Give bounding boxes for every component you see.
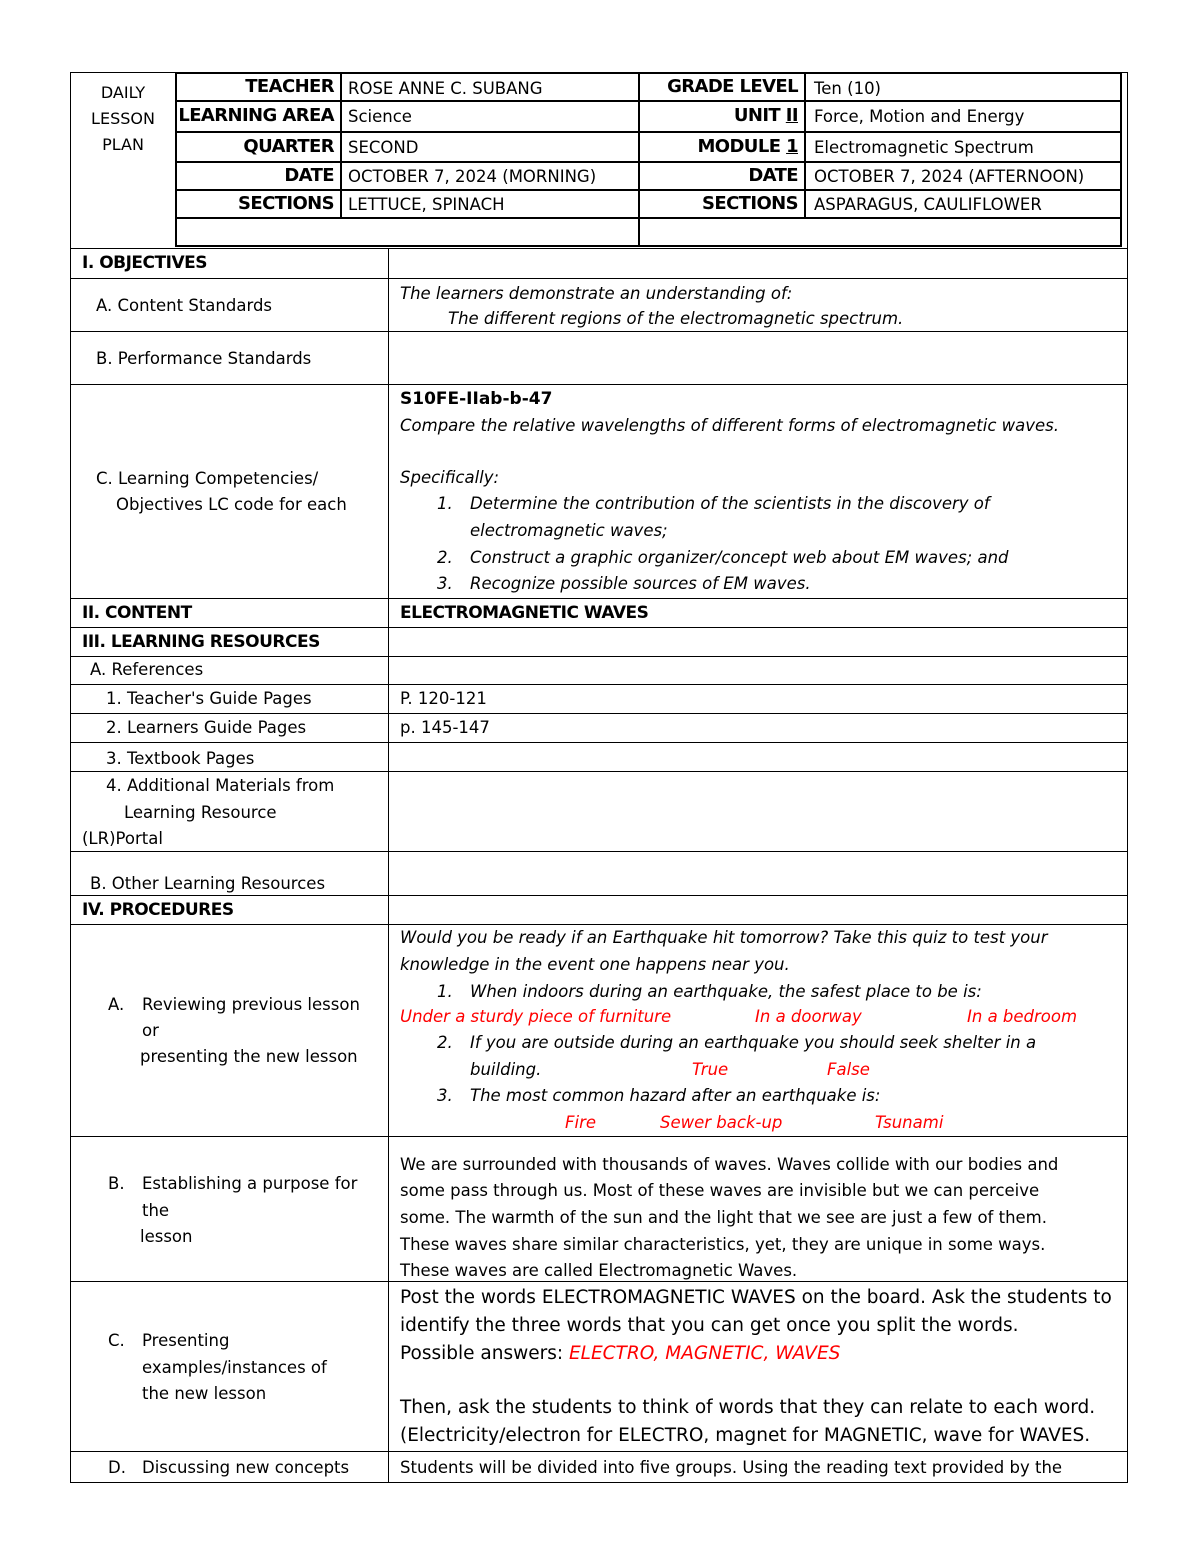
procedure-c-letter: C. <box>108 1331 125 1350</box>
header-col-rule <box>804 72 806 218</box>
row-rule <box>70 1136 1128 1137</box>
textbook-label: 3. Textbook Pages <box>106 749 255 768</box>
purpose-text-line: some pass through us. Most of these waves are invisible but we can perceive <box>400 1181 1040 1200</box>
date-morning-value: OCTOBER 7, 2024 (MORNING) <box>348 167 597 186</box>
objective-item-text-cont: electromagnetic waves; <box>470 521 668 540</box>
quiz-question-number: 2. <box>437 1033 453 1052</box>
competencies-label-line2: Objectives LC code for each <box>116 495 347 514</box>
procedure-b-letter: B. <box>108 1174 125 1193</box>
lc-code: S10FE-IIab-b-47 <box>400 389 553 409</box>
resources-heading: III. LEARNING RESOURCES <box>82 632 320 652</box>
row-rule <box>70 384 1128 385</box>
discussing-text: Students will be divided into five groups. Using the reading text provided by the <box>400 1458 1063 1477</box>
row-rule <box>70 627 1128 628</box>
learning-area-label: LEARNING AREA <box>178 105 334 126</box>
objective-item-number: 1. <box>437 494 453 513</box>
teachers-guide-value: P. 120-121 <box>400 689 487 708</box>
quiz-question-number: 3. <box>437 1086 453 1105</box>
references-label: A. References <box>90 660 204 679</box>
header-row-rule <box>175 100 1122 102</box>
quiz-question-number: 1. <box>437 982 453 1001</box>
quiz-option: Fire <box>565 1113 597 1132</box>
row-rule <box>70 598 1128 599</box>
table-right-rule <box>1127 248 1128 1483</box>
possible-answers: ELECTRO, MAGNETIC, WAVES <box>568 1343 841 1364</box>
procedure-c-label-line2: examples/instances of <box>142 1358 327 1377</box>
objective-item-text: Determine the contribution of the scientists in the discovery of <box>470 494 990 513</box>
presenting-line3: Possible answers: ELECTRO, MAGNETIC, WAVES <box>400 1343 841 1364</box>
procedure-b-label-line2: the <box>142 1201 170 1220</box>
procedure-d-letter: D. <box>108 1458 126 1477</box>
header-row-rule <box>175 161 1122 163</box>
procedure-a-letter: A. <box>108 995 125 1014</box>
date-label-afternoon: DATE <box>748 165 798 186</box>
quiz-question-2: If you are outside during an earthquake you should seek shelter in a <box>470 1033 1037 1052</box>
purpose-text-line: These waves are called Electromagnetic Waves. <box>400 1261 798 1280</box>
header-grid <box>175 72 1122 247</box>
content-standards-line1: The learners demonstrate an understanding of: <box>400 284 793 303</box>
competencies-label-line1: C. Learning Competencies/ <box>96 469 319 488</box>
header-col-rule <box>340 72 342 218</box>
module-label: MODULE 1 <box>697 136 798 157</box>
module-value: Electromagnetic Spectrum <box>814 138 1034 157</box>
procedure-b-label-line3: lesson <box>140 1227 193 1246</box>
table-left-rule <box>70 248 71 1483</box>
quiz-question-3: The most common hazard after an earthquake is: <box>470 1086 881 1105</box>
row-rule <box>70 1482 1128 1483</box>
procedure-a-label-line2: or <box>142 1021 159 1040</box>
row-rule <box>70 771 1128 772</box>
sections-morning-value: LETTUCE, SPINACH <box>348 195 505 214</box>
procedure-c-label-line1: Presenting <box>142 1331 230 1350</box>
row-rule <box>70 684 1128 685</box>
performance-standards-label: B. Performance Standards <box>96 349 312 368</box>
additional-materials-line2: Learning Resource <box>124 803 277 822</box>
unit-value: Force, Motion and Energy <box>814 107 1025 126</box>
quarter-value: SECOND <box>348 138 419 157</box>
objective-item-number: 2. <box>437 548 453 567</box>
date-label-morning: DATE <box>284 165 334 186</box>
learners-guide-value: p. 145-147 <box>400 718 490 737</box>
teacher-value: ROSE ANNE C. SUBANG <box>348 79 543 98</box>
sections-label-afternoon: SECTIONS <box>702 193 798 214</box>
teacher-label: TEACHER <box>245 76 334 97</box>
sections-label-morning: SECTIONS <box>238 193 334 214</box>
learning-area-value: Science <box>348 107 412 126</box>
date-afternoon-value: OCTOBER 7, 2024 (AFTERNOON) <box>814 167 1085 186</box>
objective-item-text: Recognize possible sources of EM waves. <box>470 574 811 593</box>
additional-materials-line3: (LR)Portal <box>82 829 163 848</box>
header-col-rule <box>638 72 640 247</box>
grade-level-label: GRADE LEVEL <box>667 76 798 97</box>
teachers-guide-label: 1. Teacher's Guide Pages <box>106 689 312 708</box>
grade-level-value: Ten (10) <box>814 79 881 98</box>
sections-afternoon-value: ASPARAGUS, CAULIFLOWER <box>814 195 1042 214</box>
procedure-b-label-line1: Establishing a purpose for <box>142 1174 358 1193</box>
content-standards-label: A. Content Standards <box>96 296 273 315</box>
content-value: ELECTROMAGNETIC WAVES <box>400 603 649 623</box>
objective-item-text: Construct a graphic organizer/concept web about EM waves; and <box>470 548 1009 567</box>
quiz-option: Tsunami <box>875 1113 944 1132</box>
unit-label: UNIT II <box>733 105 798 126</box>
presenting-line5: (Electricity/electron for ELECTRO, magnet for MAGNETIC, wave for WAVES. <box>400 1425 1091 1446</box>
quiz-intro-line2: knowledge in the event one happens near you. <box>400 955 790 974</box>
purpose-text-line: We are surrounded with thousands of waves. Waves collide with our bodies and <box>400 1155 1059 1174</box>
procedure-d-label: Discussing new concepts <box>142 1458 350 1477</box>
content-standards-line2: The different regions of the electromagnetic spectrum. <box>448 309 904 328</box>
objectives-heading: I. OBJECTIVES <box>82 253 207 273</box>
quiz-option: False <box>827 1060 870 1079</box>
header-row-rule <box>175 131 1122 133</box>
objective-item-number: 3. <box>437 574 453 593</box>
presenting-line2: identify the three words that you can get once you split the words. <box>400 1315 1019 1336</box>
other-resources-label: B. Other Learning Resources <box>90 874 326 893</box>
quiz-option: In a doorway <box>755 1007 862 1026</box>
specifically-label: Specifically: <box>400 468 500 487</box>
quiz-intro-line1: Would you be ready if an Earthquake hit tomorrow? Take this quiz to test your <box>400 928 1048 947</box>
row-rule <box>70 1281 1128 1282</box>
header-right-rule <box>1127 72 1128 248</box>
quiz-option: Under a sturdy piece of furniture <box>400 1007 672 1026</box>
row-rule <box>70 924 1128 925</box>
table-mid-rule <box>388 248 389 1483</box>
procedure-c-label-line3: the new lesson <box>142 1384 267 1403</box>
learners-guide-label: 2. Learners Guide Pages <box>106 718 307 737</box>
procedure-a-label-line3: presenting the new lesson <box>140 1047 358 1066</box>
quiz-question-2-cont: building. <box>470 1060 542 1079</box>
row-rule <box>70 895 1128 896</box>
quiz-option: In a bedroom <box>967 1007 1078 1026</box>
purpose-text-line: These waves share similar characteristics, yet, they are unique in some ways. <box>400 1235 1046 1254</box>
row-rule <box>70 851 1128 852</box>
row-rule <box>70 331 1128 332</box>
row-rule <box>70 278 1128 279</box>
additional-materials-line1: 4. Additional Materials from <box>106 776 335 795</box>
purpose-text-line: some. The warmth of the sun and the light that we see are just a few of them. <box>400 1208 1048 1227</box>
row-rule <box>70 742 1128 743</box>
procedures-heading: IV. PROCEDURES <box>82 900 234 920</box>
lc-text: Compare the relative wavelengths of different forms of electromagnetic waves. <box>400 416 1060 435</box>
quiz-question-1: When indoors during an earthquake, the safest place to be is: <box>470 982 982 1001</box>
header-row-rule <box>175 189 1122 191</box>
row-rule <box>70 248 1128 249</box>
quiz-option: Sewer back-up <box>660 1113 783 1132</box>
presenting-line4: Then, ask the students to think of words that they can relate to each word. <box>400 1397 1096 1418</box>
row-rule <box>70 713 1128 714</box>
content-heading: II. CONTENT <box>82 603 192 623</box>
presenting-line1: Post the words ELECTROMAGNETIC WAVES on the board. Ask the students to <box>400 1287 1112 1308</box>
quarter-label: QUARTER <box>243 136 334 157</box>
quiz-option: True <box>692 1060 729 1079</box>
dlp-label: DAILY LESSON PLAN <box>91 83 155 154</box>
header-row-rule <box>175 217 1122 219</box>
row-rule <box>70 1451 1128 1452</box>
row-rule <box>70 656 1128 657</box>
procedure-a-label-line1: Reviewing previous lesson <box>142 995 360 1014</box>
